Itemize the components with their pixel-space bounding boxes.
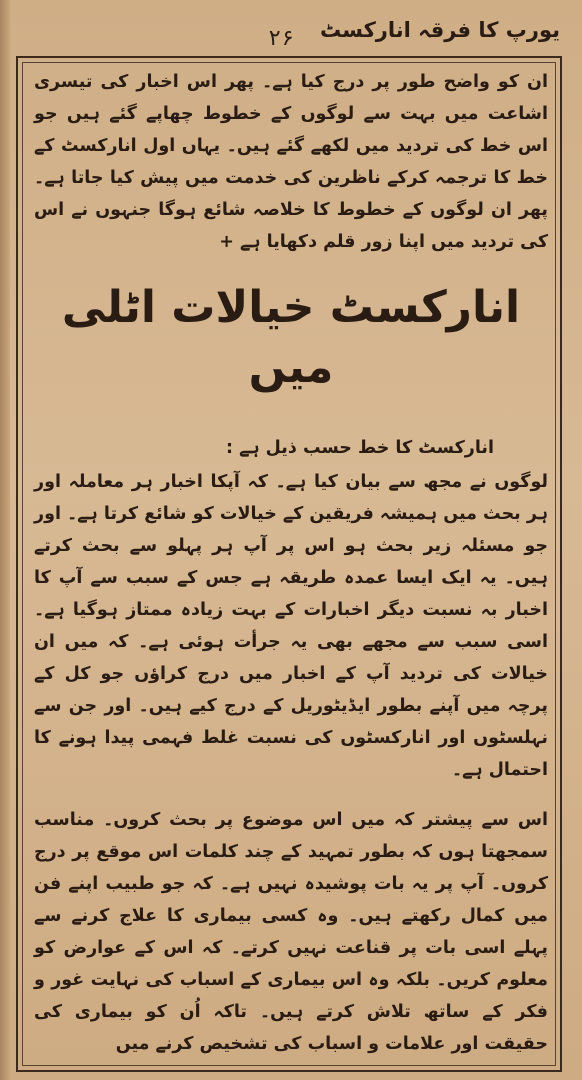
page-number: ۲۶ — [268, 26, 295, 51]
body-paragraph-2: اس سے پیشتر کہ میں اس موضوع پر بحث کروں۔ مناسب سمجھتا ہوں کہ بطور تمہید کے چند کلمات اس موقع پر درج کروں۔ آپ پر یہ بات پوشیدہ نہیں ہے۔ کہ جو طبیب اپنے فن میں کمال رکھتے ہیں۔ وہ کسی بیماری کا علاج کرنے سے پہلے اسی بات پر قناعت نہیں کرتے۔ کہ اس کے عوارض کو معلوم کریں۔ بلکہ وہ اس بیماری کے اسباب کی نہایت غور و فکر کے ساتھ تلاش کرتے ہیں۔ تاکہ اُن کو بیماری کی حقیقت اور علامات و اسباب کی تشخیص کرنے میں — [34, 810, 548, 1054]
page-header — [10, 14, 572, 54]
article-body — [34, 66, 548, 1060]
body-paragraph-1: لوگوں نے مجھ سے بیان کیا ہے۔ کہ آپکا اخبار ہر معاملہ اور ہر بحث میں ہمیشہ فریقین کے خیالات کو شائع کرتا ہے۔ اور جو مسئلہ زیر بحث ہو اس پر آپ ہر پہلو سے بحث کرتے ہیں۔ یہ ایک ایسا عمدہ طریقہ ہے جس کے سبب سے آپ کا اخبار بہ نسبت دیگر اخبارات کے بہت زیادہ ممتاز ہوگیا ہے۔ اسی سبب سے مجھے بھی یہ جرأت ہوئی ہے۔ کہ میں ان خیالات کی تردید آپ کے اخبار میں درج کراؤں جو کل کے پرچہ میں آپنے بطور ایڈیٹوریل کے درج کیے ہیں۔ اور جن سے نہلسٹوں اور انارکسٹوں کی نسبت غلط فہمی پیدا ہونے کا احتمال ہے۔ — [34, 472, 548, 780]
running-title: یورپ کا فرقہ انارکسٹ — [319, 18, 560, 42]
scan-edge — [0, 0, 10, 1080]
intro-paragraph: ان کو واضح طور پر درج کیا ہے۔ پھر اس اخبار کی تیسری اشاعت میں بہت سے لوگوں کے خطوط چھاپے گئے ہیں جو اس خط کی تردید میں لکھے گئے ہیں۔ یہاں اول انارکسٹ کے خط کا ترجمہ کرکے ناظرین کی خدمت میں پیش کیا جاتا ہے۔ پھر ان لوگوں کے خطوط کا خلاصہ شائع ہوگا جنہوں نے اس کی تردید میں اپنا زور قلم دکھایا ہے + — [34, 72, 548, 252]
letter-intro: انارکسٹ کا خط حسب ذیل ہے : — [225, 438, 494, 458]
article-heading: انارکسٹ خیالات اٹلی میں — [61, 282, 521, 393]
